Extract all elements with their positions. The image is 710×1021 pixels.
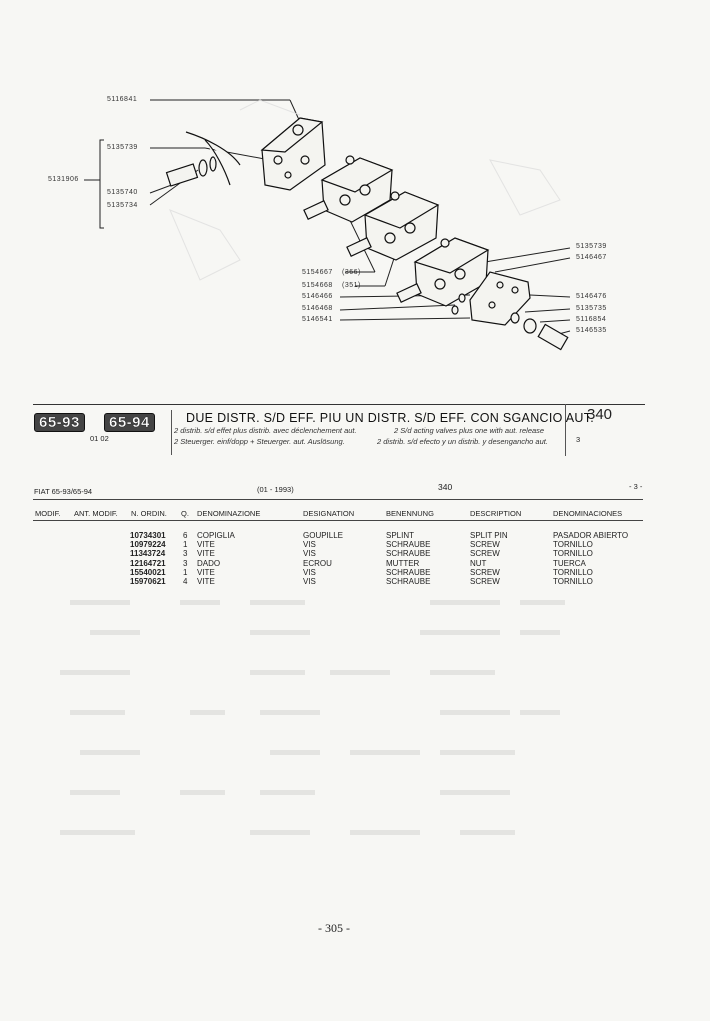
part-label-ref: (366): [342, 269, 361, 276]
manifold-block: [262, 118, 325, 190]
exploded-parts-diagram: [0, 0, 710, 400]
date: (01 - 1993): [257, 485, 294, 494]
col-header-denominazione: DENOMINAZIONE: [197, 509, 261, 518]
page-tag: - 3 -: [629, 482, 643, 491]
part-label: 5135739: [576, 243, 607, 250]
col-header-benennung: BENENNUNG: [386, 509, 434, 518]
model-badge: 65-94: [104, 413, 155, 432]
col-header-modif: MODIF.: [35, 509, 61, 518]
col-header-denominaciones: DENOMINACIONES: [553, 509, 623, 518]
group-title: DUE DISTR. S/D EFF. PIU UN DISTR. S/D EFF. CON SGANCIO AUT.: [186, 411, 595, 425]
part-label: 5146476: [576, 293, 607, 300]
col-header-n-ordin: N. ORDIN.: [131, 509, 167, 518]
part-label: 5146541: [302, 316, 333, 323]
part-label: 5146467: [576, 254, 607, 261]
part-label: 5146466: [302, 293, 333, 300]
part-label: 5131906: [48, 176, 79, 183]
part-label: 5146468: [302, 305, 333, 312]
group-number: 340: [587, 406, 613, 423]
part-label: 5116841: [107, 96, 138, 103]
part-label-ref: (351): [342, 282, 361, 289]
group-small-number: 3: [576, 435, 581, 444]
model-ref: FIAT 65-93/65-94: [34, 487, 93, 496]
model-badge: 65-93: [34, 413, 85, 432]
part-label: 5135740: [107, 189, 138, 196]
part-label: 5135735: [576, 305, 607, 312]
col-header-designation: DESIGNATION: [303, 509, 355, 518]
subtitle-en: 2 S/d acting valves plus one with aut. release: [394, 426, 545, 435]
subtitle-es: 2 distrib. s/d efecto y un distrib. y desengancho aut.: [377, 437, 548, 446]
col-header-description: DESCRIPTION: [470, 509, 522, 518]
table-group-number: 340: [438, 482, 453, 492]
table-row: 10734301 6 COPIGLIA GOUPILLE SPLINT SPLIT PIN PASADOR ABIERTO 10979224 1 VITE VIS SCHRAUBE SCREW TORNILLO 11343724 3 VITE VIS SCHRAUBE SCREW TORNILLO 12164721 3 DADO ECROU MUTTER NUT TUERCA 15540021 1 VITE VIS SCHRAUBE SCREW TORNILLO 15970621 4 VITE VIS SCHRAUBE SCREW TORNILLO: [130, 531, 629, 586]
subtitle-fr: 2 distrib. s/d effet plus distrib. avec déclenchement aut.: [174, 426, 357, 435]
col-header-q: Q.: [181, 509, 189, 518]
part-label: 5154667: [302, 269, 333, 276]
page-number: - 305 -: [318, 921, 350, 935]
badge-subtext: 01 02: [90, 434, 109, 443]
col-header-ant-modif: ANT. MODIF.: [74, 509, 118, 518]
part-label: 5135734: [107, 202, 138, 209]
part-label: 5154668: [302, 282, 333, 289]
part-label: 5135739: [107, 144, 138, 151]
subtitle-de: 2 Steuerger. einf/dopp + Steuerger. aut. Auslösung.: [174, 437, 345, 446]
part-label: 5146535: [576, 327, 607, 334]
bleed-through-texture: [0, 590, 710, 890]
part-label: 5116854: [576, 316, 607, 323]
